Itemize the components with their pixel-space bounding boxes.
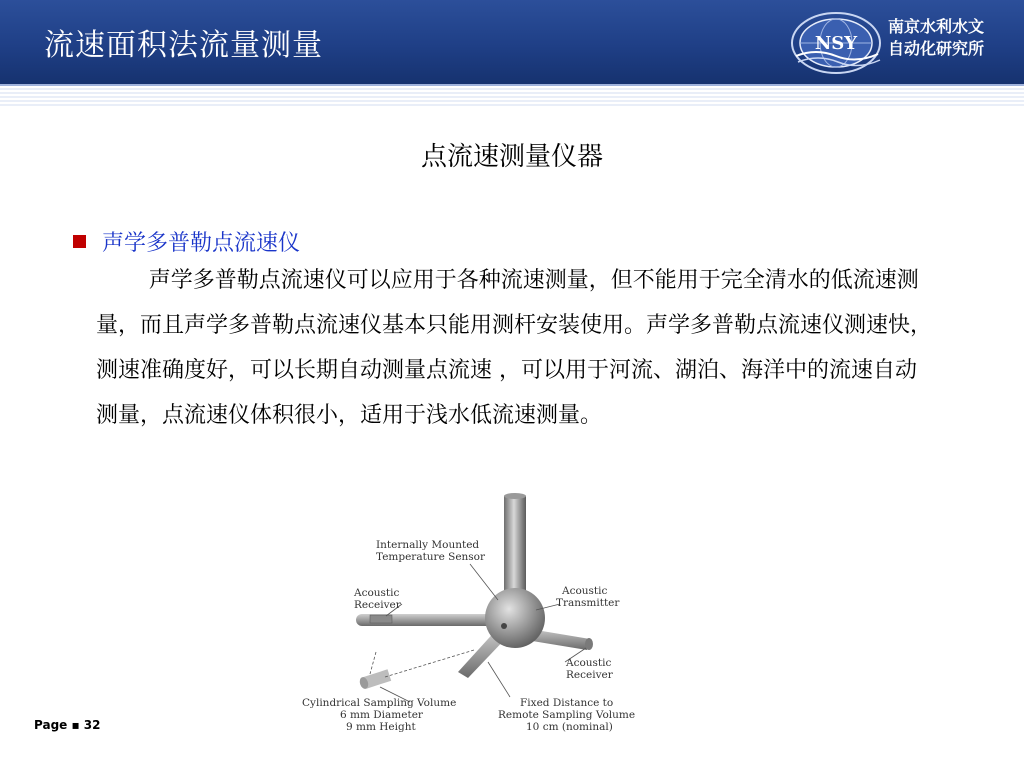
probe-hub <box>485 588 545 648</box>
body-paragraph: 声学多普勒点流速仪可以应用于各种流速测量，但不能用于完全清水的低流速测量，而且声学多普勒点流速仪基本只能用测杆安装使用。声学多普勒点流速仪测速快，测速准确度好，可以长期自动测量点流速 ，可以用于河流、湖泊、海洋中的流速自动测量，点流速仪体积很小，适用于浅水低流速测量。 <box>96 268 933 428</box>
label-transmitter-1: Acoustic <box>562 585 608 597</box>
label-cylindrical-1: Cylindrical Sampling Volume <box>302 697 457 709</box>
label-transmitter-2: Transmitter <box>556 597 620 609</box>
label-receiver-left-1: Acoustic <box>354 587 400 599</box>
header-stripe <box>0 84 1024 108</box>
label-receiver-right-2: Receiver <box>566 669 613 681</box>
label-fixed-distance-2: Remote Sampling Volume <box>498 709 636 721</box>
org-name-line2: 自动化研究所 <box>888 39 985 58</box>
slide-title: 点流速测量仪器 <box>420 142 603 172</box>
label-temp-sensor-1: Internally Mounted <box>376 539 480 551</box>
bullet-item <box>73 226 300 257</box>
label-fixed-distance-1: Fixed Distance to <box>520 697 614 709</box>
org-name-line1: 南京水利水文 <box>888 17 985 36</box>
label-receiver-right-1: Acoustic <box>566 657 612 669</box>
square-bullet-icon <box>73 235 86 248</box>
nsy-logo <box>786 6 896 80</box>
logo-text: NSY <box>814 33 858 54</box>
bullet-heading: 声学多普勒点流速仪 <box>102 231 301 256</box>
header-title: 流速面积法流量测量 <box>44 28 323 63</box>
label-temp-sensor-2: Temperature Sensor <box>376 551 486 563</box>
label-cylindrical-3: 9 mm Height <box>346 721 416 733</box>
label-fixed-distance-3: 10 cm (nominal) <box>526 721 613 733</box>
label-receiver-left-2: Receiver <box>354 599 401 611</box>
sampling-volume-cylinder <box>358 669 391 690</box>
header-bar <box>0 0 1024 84</box>
adv-probe-diagram <box>290 492 650 738</box>
logo-globe-icon <box>786 6 896 80</box>
header-divider <box>0 84 1024 86</box>
label-cylindrical-2: 6 mm Diameter <box>340 709 423 721</box>
organization-name <box>888 16 984 60</box>
page-number: Page ▪ 32 <box>34 718 101 732</box>
